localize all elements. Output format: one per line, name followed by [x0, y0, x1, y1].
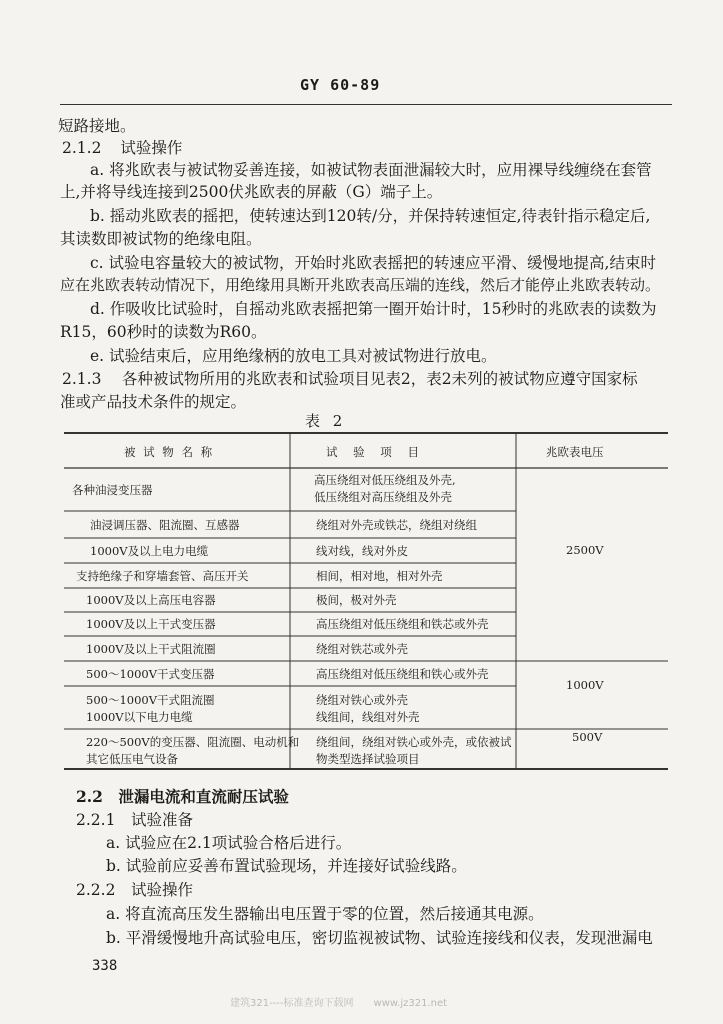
continuation-line: 短路接地。 — [58, 117, 136, 135]
para-a-line2: 上,并将导线连接到2500伏兆欧表的屏蔽（G）端子上。 — [60, 183, 443, 201]
para-a-line1: a. 将兆欧表与被试物妥善连接，如被试物表面泄漏较大时，应用裸导线缠绕在套管 — [90, 161, 652, 179]
row-10-item-b: 物类型选择试验项目 — [316, 752, 420, 766]
header-object: 被 试 物 名 称 — [124, 445, 215, 459]
row-6-item: 高压绕组对低压绕组和铁芯或外壳 — [316, 617, 489, 631]
section-2-2-1-a: a. 试验应在2.1项试验合格后进行。 — [106, 834, 352, 852]
section-title: 泄漏电流和直流耐压试验 — [118, 787, 289, 806]
section-2-2-heading — [76, 787, 289, 807]
table-2 — [64, 432, 668, 770]
para-b-line2: 其读数即被试物的绝缘电阻。 — [60, 230, 262, 248]
section-2-2-2-b: b. 平滑缓慢地升高试验电压，密切监视被试物、试验连接线和仪表，发现泄漏电 — [106, 929, 653, 947]
row-9-object-a: 500～1000V干式阻流圈 — [86, 693, 215, 707]
row-7-object: 1000V及以上干式阻流圈 — [86, 642, 216, 656]
section-number: 2.1.2 — [62, 139, 102, 157]
row-3-object: 1000V及以上电力电缆 — [90, 544, 209, 558]
row-9-object-b: 1000V以下电力电缆 — [86, 710, 193, 724]
row-5-object: 1000V及以上高压电容器 — [86, 593, 216, 607]
header-rule — [60, 104, 672, 105]
para-d-line2: R15，60秒时的读数为R60。 — [60, 323, 267, 341]
document-header: GY 60-89 — [300, 76, 381, 94]
header-megger-voltage: 兆欧表电压 — [546, 445, 604, 459]
row-6-object: 1000V及以上干式变压器 — [86, 617, 216, 631]
section-2-2-1-b: b. 试验前应妥善布置试验现场，并连接好试验线路。 — [106, 857, 467, 875]
row-9-item-a: 绕组对铁心或外壳 — [316, 693, 408, 707]
row-8-item: 高压绕组对低压绕组和铁心或外壳 — [316, 667, 489, 681]
table-caption: 表 2 — [305, 412, 347, 430]
para-d-line1: d. 作吸收比试验时，自摇动兆欧表摇把第一圈开始计时，15秒时的兆欧表的读数为 — [90, 300, 657, 318]
row-5-item: 极间，极对外壳 — [316, 593, 397, 607]
row-9-item-b: 线组间，线组对外壳 — [316, 710, 420, 724]
section-number: 2.2 — [76, 787, 103, 806]
section-2-1-2-heading — [62, 138, 182, 158]
row-10-object-a: 220～500V的变压器、阻流圈、电动机和 — [86, 735, 300, 749]
row-2-item: 绕组对外壳或铁芯，绕组对绕组 — [316, 518, 477, 532]
section-2-2-2-a: a. 将直流高压发生器输出电压置于零的位置，然后接通其电源。 — [106, 905, 544, 923]
header-test-item: 试 验 项 目 — [326, 445, 425, 459]
voltage-1000: 1000V — [566, 678, 604, 692]
section-2-2-2: 2.2.2 试验操作 — [76, 881, 193, 899]
row-4-item: 相间，相对地，相对外壳 — [316, 569, 443, 583]
section-2-2-1: 2.2.1 试验准备 — [76, 811, 193, 829]
row-2-object: 油浸调压器、阻流圈、互感器 — [90, 518, 240, 532]
row-7-item: 绕组对铁芯或外壳 — [316, 642, 408, 656]
row-10-object-b: 其它低压电气设备 — [86, 752, 178, 766]
row-8-object: 500～1000V干式变压器 — [86, 667, 215, 681]
section-2-1-3-line2: 准或产品技术条件的规定。 — [60, 393, 247, 411]
section-2-1-3-line1: 2.1.3 各种被试物所用的兆欧表和试验项目见表2，表2未列的被试物应遵守国家标 — [62, 370, 638, 388]
voltage-2500: 2500V — [566, 543, 604, 557]
page-number: 338 — [92, 958, 118, 974]
voltage-500: 500V — [572, 730, 603, 744]
section-title: 试验操作 — [120, 139, 183, 157]
row-1-item-a: 高压绕组对低压绕组及外壳, — [314, 473, 456, 487]
row-3-item: 线对线，线对外皮 — [316, 544, 408, 558]
para-e: e. 试验结束后，应用绝缘柄的放电工具对被试物进行放电。 — [90, 347, 497, 365]
row-10-item-a: 绕组间，绕组对铁心或外壳，或依被试 — [316, 735, 512, 749]
row-4-object: 支持绝缘子和穿墙套管、高压开关 — [76, 569, 249, 583]
para-b-line1: b. 摇动兆欧表的摇把，使转速达到120转/分，并保持转速恒定,待表针指示稳定后, — [90, 207, 651, 225]
para-c-line1: c. 试验电容量较大的被试物，开始时兆欧表摇把的转速应平滑、缓慢地提高,结束时 — [90, 254, 656, 272]
para-c-line2: 应在兆欧表转动情况下，用绝缘用具断开兆欧表高压端的连线，然后才能停止兆欧表转动。 — [60, 276, 661, 294]
row-1-item-b: 低压绕组对高压绕组及外壳 — [314, 490, 452, 504]
row-1-object: 各种油浸变压器 — [72, 483, 153, 497]
watermark: 建筑321----标准查询下载网 www.jz321.net — [230, 998, 448, 1009]
